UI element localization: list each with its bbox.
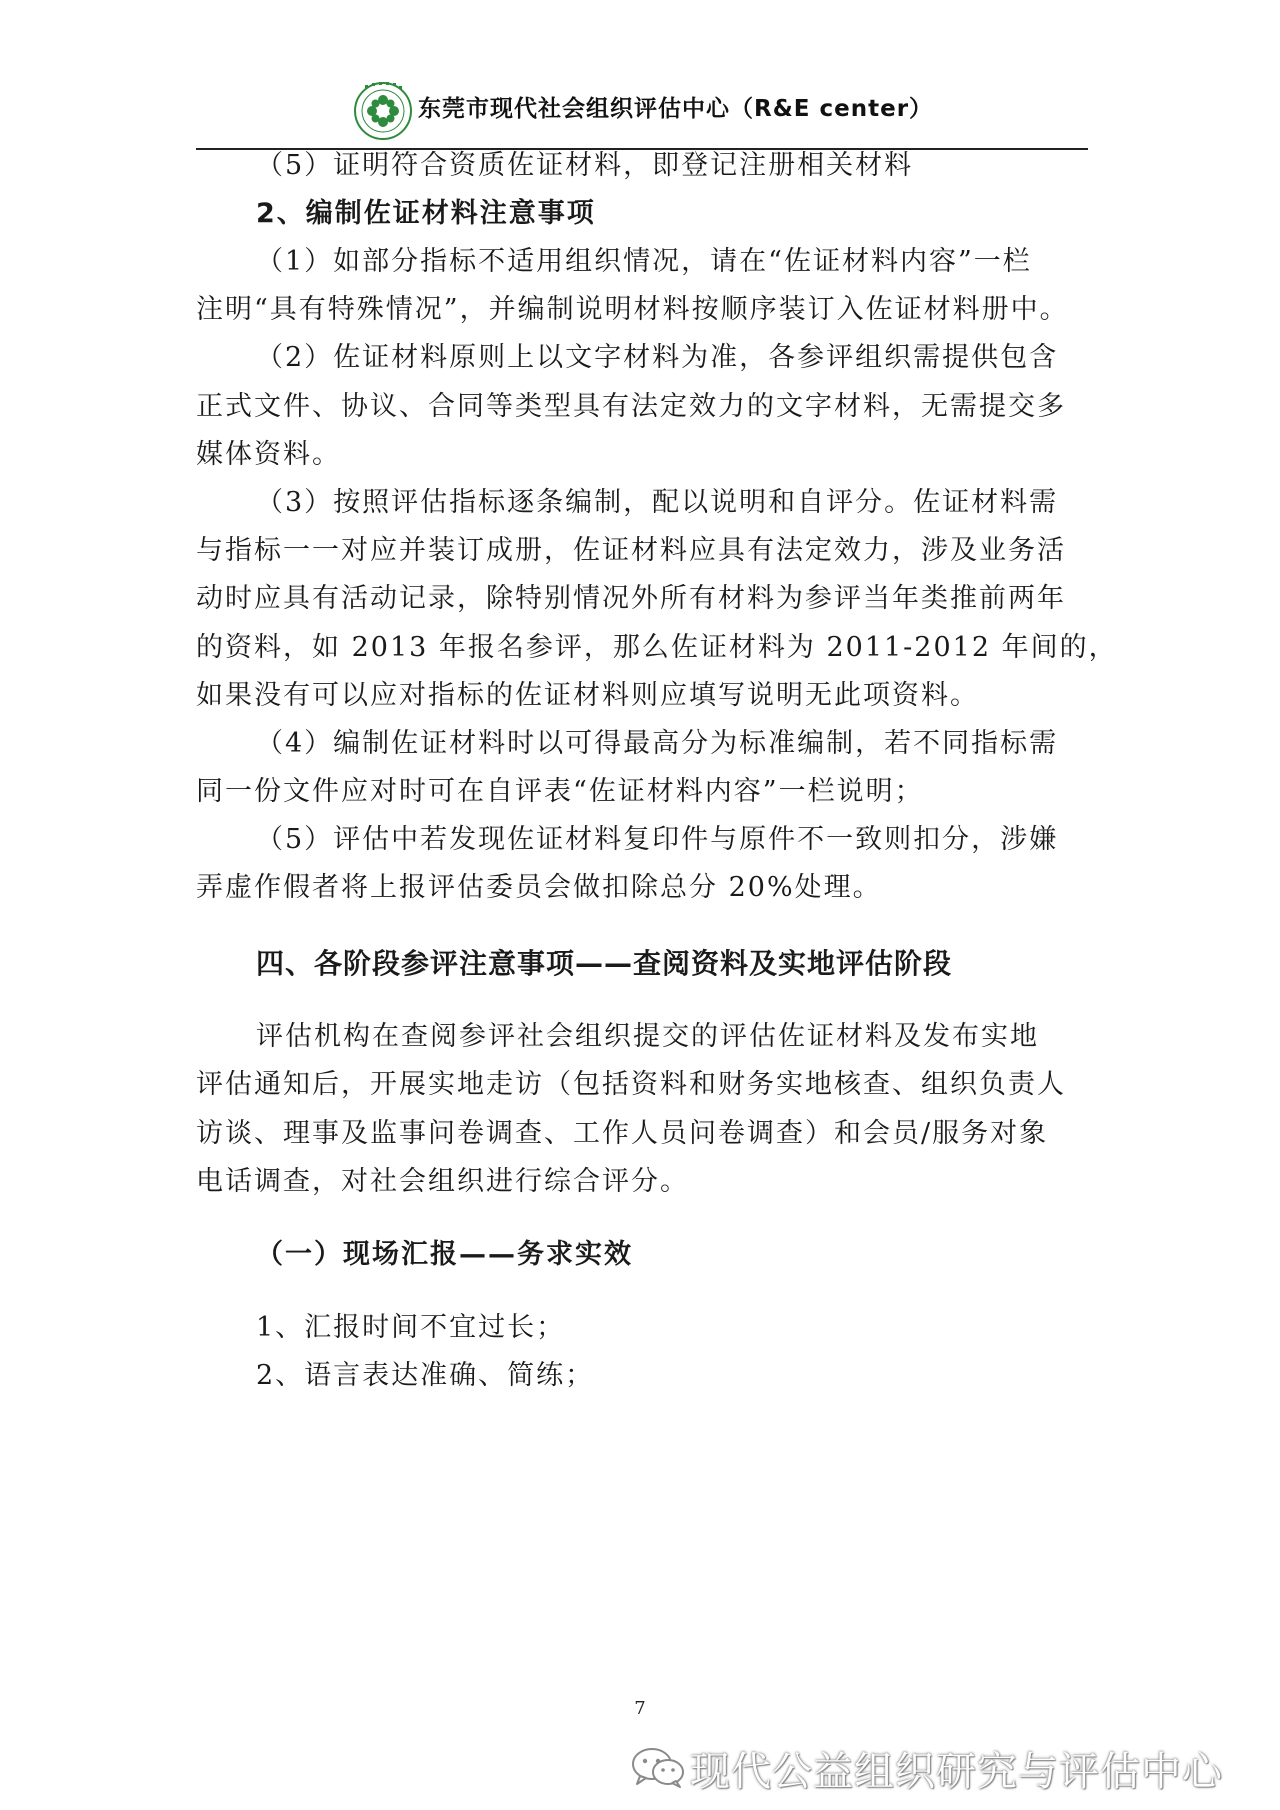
paragraph-line: 的资料，如 2013 年报名参评，那么佐证材料为 2011-2012 年间的， xyxy=(196,632,1118,663)
wechat-icon xyxy=(630,1746,686,1790)
chapter-heading: 四、各阶段参评注意事项——查阅资料及实地评估阶段 xyxy=(256,947,953,980)
organization-logo xyxy=(352,80,414,142)
paragraph-line: （5）证明符合资质佐证材料，即登记注册相关材料 xyxy=(256,150,914,181)
paragraph-line: 媒体资料。 xyxy=(196,439,341,470)
paragraph-line: 与指标一一对应并装订成册，佐证材料应具有法定效力，涉及业务活 xyxy=(196,535,1066,566)
paragraph-line: 正式文件、协议、合同等类型具有法定效力的文字材料，无需提交多 xyxy=(196,391,1066,422)
watermark-text: 现代公益组织研究与评估中心 xyxy=(690,1749,1223,1795)
paragraph-line: 评估机构在查阅参评社会组织提交的评估佐证材料及发布实地 xyxy=(256,1021,1039,1052)
page-header xyxy=(0,78,1280,148)
section-heading: 2、编制佐证材料注意事项 xyxy=(256,198,596,229)
paragraph-line: 评估通知后，开展实地走访（包括资料和财务实地核查、组织负责人 xyxy=(196,1069,1066,1100)
paragraph-line: 动时应具有活动记录，除特别情况外所有材料为参评当年类推前两年 xyxy=(196,583,1066,614)
paragraph-line: 弄虚作假者将上报评估委员会做扣除总分 20%处理。 xyxy=(196,872,882,903)
paragraph-line: （3）按照评估指标逐条编制，配以说明和自评分。佐证材料需 xyxy=(256,487,1059,518)
paragraph-line: （4）编制佐证材料时以可得最高分为标准编制，若不同指标需 xyxy=(256,728,1059,759)
subsection-heading: （一）现场汇报——务求实效 xyxy=(256,1239,633,1270)
paragraph-line: （5）评估中若发现佐证材料复印件与原件不一致则扣分，涉嫌 xyxy=(256,824,1059,855)
paragraph-line: 同一份文件应对时可在自评表“佐证材料内容”一栏说明； xyxy=(196,776,924,807)
header-title: 东莞市现代社会组织评估中心（R&E center） xyxy=(418,96,934,122)
paragraph-line: 电话调查，对社会组织进行综合评分。 xyxy=(196,1166,689,1197)
list-item: 2、语言表达准确、简练； xyxy=(256,1360,595,1391)
page-number: 7 xyxy=(634,1698,646,1719)
paragraph-line: 注明“具有特殊情况”，并编制说明材料按顺序装订入佐证材料册中。 xyxy=(196,294,1069,325)
paragraph-line: （1）如部分指标不适用组织情况，请在“佐证材料内容”一栏 xyxy=(256,246,1032,277)
paragraph-line: 访谈、理事及监事问卷调查、工作人员问卷调查）和会员/服务对象 xyxy=(196,1118,1049,1149)
paragraph-line: 如果没有可以应对指标的佐证材料则应填写说明无此项资料。 xyxy=(196,680,979,711)
list-item: 1、汇报时间不宜过长； xyxy=(256,1312,566,1343)
paragraph-line: （2）佐证材料原则上以文字材料为准，各参评组织需提供包含 xyxy=(256,342,1059,373)
